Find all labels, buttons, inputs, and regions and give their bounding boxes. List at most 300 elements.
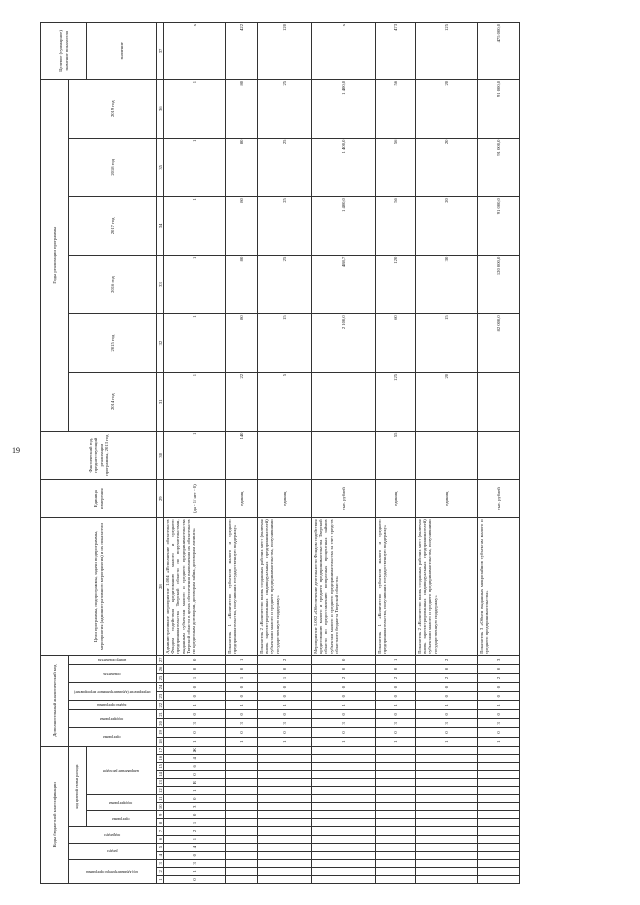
code-cell xyxy=(226,746,258,754)
code-cell xyxy=(312,787,376,795)
column-number: 9 xyxy=(157,811,164,819)
year-value: 1 xyxy=(164,314,226,373)
code-cell: 1 xyxy=(226,655,258,664)
year-value: 15 xyxy=(258,314,312,373)
code-cell xyxy=(226,778,258,786)
year-value: 91 000,0 xyxy=(478,79,520,138)
code-cell: 2 xyxy=(164,827,226,835)
year-value: 80 xyxy=(226,138,258,197)
fact-year-value xyxy=(312,431,376,479)
code-cell xyxy=(312,795,376,803)
code-cell xyxy=(312,803,376,811)
code-cell xyxy=(226,827,258,835)
unit-cell: единиц xyxy=(226,480,258,518)
unit-cell: единиц xyxy=(258,480,312,518)
code-cell xyxy=(478,843,520,851)
year-value: 22 xyxy=(226,372,258,431)
code-cell: 4 xyxy=(164,754,226,762)
code-cell: 0 xyxy=(312,655,376,664)
code-cell: 3 xyxy=(376,719,416,728)
column-number: 8 xyxy=(157,819,164,827)
year-value: 1 xyxy=(164,255,226,314)
year-value: 20 xyxy=(416,372,478,431)
code-cell xyxy=(312,754,376,762)
code-cell: 0 xyxy=(312,692,376,701)
code-cell: 0 xyxy=(164,875,226,883)
column-number: 28 xyxy=(157,518,164,655)
fact-year-value xyxy=(258,431,312,479)
target-value: 473 xyxy=(376,23,416,80)
code-cell xyxy=(416,875,478,883)
code-cell xyxy=(376,843,416,851)
year-value: 82 000,0 xyxy=(478,314,520,373)
table-row xyxy=(376,23,416,884)
code-cell xyxy=(312,843,376,851)
code-cell xyxy=(312,746,376,754)
code-cell xyxy=(258,762,312,770)
column-number: 19 xyxy=(157,728,164,737)
year-value: 5 xyxy=(258,372,312,431)
code-cell: 0 xyxy=(312,728,376,737)
code-cell xyxy=(258,875,312,883)
year-value: 56 xyxy=(376,79,416,138)
column-number: 26 xyxy=(157,664,164,673)
code-cell: 0 xyxy=(478,683,520,692)
code-cell: 0 xyxy=(164,655,226,664)
year-value: 1 xyxy=(164,197,226,256)
code-cell xyxy=(478,835,520,843)
target-value: 125 xyxy=(416,23,478,80)
code-cell: 0 xyxy=(416,710,478,719)
code-cell xyxy=(312,875,376,883)
target-article-header: код целевой статьи расхода xyxy=(69,746,87,827)
code-cell: 0 xyxy=(258,728,312,737)
column-number: 14 xyxy=(157,772,163,777)
year-value: 1 400,0 xyxy=(312,138,376,197)
code-cell xyxy=(226,835,258,843)
code-cell xyxy=(478,803,520,811)
code-cell xyxy=(416,787,478,795)
code-cell xyxy=(416,770,478,778)
row-description: Показатель 1 «Количество субъектов малого и среднего предпринимательства, получивших государственную поддержку» xyxy=(226,518,258,655)
code-cell: 1 xyxy=(312,737,376,746)
row-description: Административное мероприятие 1.004 «Исполнение обязательств Фондом содействия кредитованию малого и среднего предпринимательства Тверской области по поручительствам, выданным субъектам малого и среднего предпринимательства Тверской области в целях обеспечения выполнения их обязательств по кредитным договорам, договорам займа, договорам лизинга» xyxy=(164,518,226,655)
code-cell xyxy=(312,762,376,770)
code-cell xyxy=(376,754,416,762)
direction-header: направление расходов xyxy=(87,746,157,795)
year-value: 15 xyxy=(416,314,478,373)
year-2016-header: 2016 год xyxy=(69,255,157,314)
code-cell: 0 xyxy=(376,728,416,737)
code-cell: 0 xyxy=(312,710,376,719)
year-value: 25 xyxy=(258,197,312,256)
code-cell xyxy=(226,819,258,827)
code-cell: 1 xyxy=(164,701,226,710)
code-cell: 1 xyxy=(164,787,226,795)
year-value xyxy=(312,372,376,431)
unit-cell: (да - 1/ нет - 0) xyxy=(164,480,226,518)
column-number: 10 xyxy=(157,804,163,810)
code-cell xyxy=(376,875,416,883)
code-cell xyxy=(416,754,478,762)
code-cell: 0 xyxy=(164,795,226,803)
code-cell xyxy=(258,795,312,803)
year-value: 30 xyxy=(416,255,478,314)
year-value: 80 xyxy=(226,255,258,314)
year-value: 120 xyxy=(376,255,416,314)
ext-activity-header: мероприятие (административное мероприятие) xyxy=(69,683,157,701)
target-value: x xyxy=(312,23,376,80)
code-cell xyxy=(312,835,376,843)
code-cell xyxy=(478,811,520,819)
admin-code-header: код администратора программы xyxy=(69,859,157,883)
code-cell: 1 xyxy=(226,701,258,710)
row-description: Показатель 1 «Количество субъектов малого и среднего предпринимательства, получивших государственную поддержку» xyxy=(376,518,416,655)
year-2019-header: 2019 год xyxy=(69,79,157,138)
code-cell xyxy=(376,859,416,867)
code-cell: 0 xyxy=(478,664,520,673)
code-cell: 0 xyxy=(258,664,312,673)
column-number: 30 xyxy=(157,431,164,479)
code-cell: 1 xyxy=(376,701,416,710)
code-cell xyxy=(226,867,258,875)
code-cell xyxy=(226,754,258,762)
code-cell xyxy=(376,819,416,827)
code-cell: 1 xyxy=(376,655,416,664)
code-cell: 1 xyxy=(478,701,520,710)
column-number: 16 xyxy=(157,756,163,761)
code-cell: 0 xyxy=(226,710,258,719)
year-value: 56 xyxy=(376,138,416,197)
code-cell: 0 xyxy=(416,683,478,692)
code-cell: 3 xyxy=(312,719,376,728)
column-number: 4 xyxy=(157,851,164,859)
code-cell: 1 xyxy=(164,737,226,746)
year-value: 1 xyxy=(164,79,226,138)
code-cell: 0 xyxy=(416,728,478,737)
code-cell: 0 xyxy=(164,710,226,719)
row-description: Показатель 3 «Объем выданных микрозаймов субъектам малого и среднего предпринимательства» xyxy=(478,518,520,655)
code-cell xyxy=(376,835,416,843)
code-cell xyxy=(478,787,520,795)
program-header: программа xyxy=(87,811,157,827)
code-cell: 0 xyxy=(478,710,520,719)
target-value: 475 000,0 xyxy=(478,23,520,80)
table-row xyxy=(478,23,520,884)
code-cell xyxy=(258,843,312,851)
code-cell xyxy=(258,827,312,835)
code-cell xyxy=(312,859,376,867)
code-cell xyxy=(312,778,376,786)
column-number: 23 xyxy=(157,692,164,701)
code-cell: 2 xyxy=(258,655,312,664)
code-cell xyxy=(258,754,312,762)
row-description: Показатель 2 «Количество вновь созданных рабочих мест (включая вновь зарегистрированных индивидуальных предпринимателей) субъектами малого и среднего предпринимательства, получившими государственную поддержку» xyxy=(258,518,312,655)
code-cell: 0 xyxy=(416,664,478,673)
row-description: Мероприятие 1.002 «Обеспечение деятельности Фондом содействия кредитованию малого и среднего предпринимательства Тверской области по предоставлению возвратных процентных займов субъектам малого и среднего предпринимательства за счет средств областного бюджета Тверской области» xyxy=(312,518,376,655)
code-cell: 1 xyxy=(164,673,226,682)
column-number: 32 xyxy=(157,314,164,373)
fact-year-header: Фактический год, предшествующий реализации программы, 2013 год xyxy=(41,431,157,479)
fact-year-value: 140 xyxy=(226,431,258,479)
code-cell xyxy=(226,843,258,851)
unit-cell: единиц xyxy=(376,480,416,518)
code-cell xyxy=(416,762,478,770)
years-block-header: Годы реализации программы xyxy=(41,79,69,431)
column-number: 13 xyxy=(157,780,163,785)
code-cell: 2 xyxy=(416,655,478,664)
column-number: 29 xyxy=(157,480,164,518)
fact-year-value: 55 xyxy=(376,431,416,479)
year-value: 20 xyxy=(416,197,478,256)
code-cell xyxy=(478,778,520,786)
extra-code-header: Дополнительный аналитический код xyxy=(41,655,69,746)
subsection-header: подраздел xyxy=(69,827,157,843)
year-value: 488,7 xyxy=(312,255,376,314)
column-number: 25 xyxy=(157,673,164,682)
code-cell: 1 xyxy=(416,701,478,710)
rotated-table-wrapper xyxy=(40,22,620,884)
code-cell: 0 xyxy=(164,683,226,692)
code-cell xyxy=(226,770,258,778)
code-cell xyxy=(312,770,376,778)
code-cell: 0 xyxy=(376,710,416,719)
code-cell: 0 xyxy=(226,728,258,737)
table-row xyxy=(312,23,376,884)
code-cell xyxy=(416,843,478,851)
code-cell: 0 xyxy=(312,683,376,692)
code-cell xyxy=(478,770,520,778)
page-number: 19 xyxy=(12,446,20,455)
target-value: 422 xyxy=(226,23,258,80)
code-cell: 1 xyxy=(258,673,312,682)
code-cell xyxy=(312,851,376,859)
code-cell: 1 xyxy=(164,819,226,827)
code-cell xyxy=(258,778,312,786)
year-value: 91 000,0 xyxy=(478,138,520,197)
year-value: 56 xyxy=(376,197,416,256)
code-cell xyxy=(258,851,312,859)
year-value: 1 xyxy=(164,372,226,431)
code-cell xyxy=(376,867,416,875)
program-indicators-table xyxy=(40,22,520,884)
code-cell xyxy=(376,787,416,795)
code-cell: 6 xyxy=(164,762,226,770)
code-cell: R xyxy=(164,778,226,786)
year-2015-header: 2015 год xyxy=(69,314,157,373)
column-number: 22 xyxy=(157,701,164,710)
year-2018-header: 2018 год xyxy=(69,138,157,197)
code-cell xyxy=(416,859,478,867)
year-value: 91 000,0 xyxy=(478,197,520,256)
code-cell xyxy=(226,795,258,803)
code-cell xyxy=(312,819,376,827)
code-cell xyxy=(226,851,258,859)
code-cell: 1 xyxy=(226,737,258,746)
landscape-sheet xyxy=(40,22,620,884)
code-cell xyxy=(478,819,520,827)
code-cell xyxy=(416,778,478,786)
code-cell xyxy=(258,867,312,875)
ext-program-header: программа xyxy=(69,728,157,746)
column-number: 2 xyxy=(157,867,164,875)
code-cell xyxy=(416,867,478,875)
ext-task-header: задача программы xyxy=(69,701,157,710)
column-number: 12 xyxy=(157,788,163,793)
code-cell: 0 xyxy=(376,692,416,701)
code-cell: 0 xyxy=(312,664,376,673)
code-cell: 0 xyxy=(226,692,258,701)
column-numbers-row xyxy=(157,23,164,884)
code-cell: 1 xyxy=(258,701,312,710)
budget-codes-header: Коды бюджетной классификации xyxy=(41,746,69,883)
code-cell xyxy=(478,754,520,762)
column-number: 37 xyxy=(157,23,164,80)
unit-cell: тыс. рублей xyxy=(478,480,520,518)
table-row xyxy=(164,23,226,884)
code-cell xyxy=(226,762,258,770)
code-cell xyxy=(478,851,520,859)
code-cell xyxy=(416,811,478,819)
code-cell: 3 xyxy=(478,719,520,728)
year-value: 20 xyxy=(416,79,478,138)
code-cell: 3 xyxy=(164,859,226,867)
unit-cell: тыс. рублей xyxy=(312,480,376,518)
code-cell: 0 xyxy=(164,811,226,819)
code-cell xyxy=(376,851,416,859)
code-cell xyxy=(226,859,258,867)
column-number: 20 xyxy=(157,719,164,728)
ext-indicator-header: показатель xyxy=(69,664,157,682)
year-2017-header: 2017 год xyxy=(69,197,157,256)
year-value: 80 xyxy=(226,197,258,256)
year-value: 2 100,0 xyxy=(312,314,376,373)
code-cell xyxy=(312,867,376,875)
code-cell xyxy=(312,811,376,819)
code-cell: 3 xyxy=(416,719,478,728)
value-header: значение xyxy=(87,23,157,80)
code-cell xyxy=(478,795,520,803)
code-cell xyxy=(478,859,520,867)
column-number: 17 xyxy=(157,747,163,753)
unit-header: Единица измерения xyxy=(41,480,157,518)
code-cell: 3 xyxy=(164,719,226,728)
code-cell xyxy=(376,811,416,819)
column-number: 27 xyxy=(157,655,164,664)
code-cell xyxy=(376,803,416,811)
code-cell: 0 xyxy=(226,664,258,673)
table-row xyxy=(258,23,312,884)
code-cell xyxy=(478,762,520,770)
code-cell: 0 xyxy=(376,683,416,692)
code-cell: 1 xyxy=(164,867,226,875)
year-value: 80 xyxy=(226,314,258,373)
code-cell xyxy=(416,746,478,754)
code-cell xyxy=(258,819,312,827)
year-value: 20 xyxy=(416,138,478,197)
year-value: 80 xyxy=(226,79,258,138)
code-cell: 0 xyxy=(376,664,416,673)
column-number: 5 xyxy=(157,843,164,851)
column-number: 7 xyxy=(157,827,164,835)
code-cell xyxy=(416,827,478,835)
code-cell xyxy=(416,851,478,859)
code-cell: 4 xyxy=(164,843,226,851)
code-cell: 2 xyxy=(478,673,520,682)
target-value: x xyxy=(164,23,226,80)
code-cell xyxy=(478,746,520,754)
code-cell xyxy=(376,746,416,754)
row-description: Показатель 2 «Количество вновь созданных рабочих мест (включая вновь зарегистрированных индивидуальных предпринимателей) субъектами малого и среднего предпринимательства, получившими государственную поддержку» xyxy=(416,518,478,655)
fact-year-value xyxy=(416,431,478,479)
column-number: 15 xyxy=(157,764,163,769)
code-cell: 2 xyxy=(376,673,416,682)
code-cell xyxy=(258,803,312,811)
column-number: 36 xyxy=(157,79,164,138)
code-cell: 1 xyxy=(312,701,376,710)
code-cell xyxy=(478,867,520,875)
code-cell xyxy=(478,875,520,883)
column-number: 18 xyxy=(157,737,164,746)
ext-event-header: номер показателя xyxy=(69,655,157,664)
year-value: 60 xyxy=(376,314,416,373)
code-cell xyxy=(258,835,312,843)
year-value: 25 xyxy=(258,79,312,138)
code-cell xyxy=(376,762,416,770)
column-number: 21 xyxy=(157,710,164,719)
code-cell: 0 xyxy=(478,692,520,701)
code-cell: 0 xyxy=(226,683,258,692)
code-cell: 1 xyxy=(416,737,478,746)
target-value: 120 xyxy=(258,23,312,80)
code-cell xyxy=(258,787,312,795)
year-value: 125 xyxy=(376,372,416,431)
unit-cell: единиц xyxy=(416,480,478,518)
code-cell: 0 xyxy=(416,692,478,701)
year-value: 25 xyxy=(258,138,312,197)
code-cell xyxy=(416,835,478,843)
year-value: 25 xyxy=(258,255,312,314)
code-cell: 3 xyxy=(226,719,258,728)
code-cell: 1 xyxy=(478,737,520,746)
year-2014-header: 2014 год xyxy=(69,372,157,431)
code-cell xyxy=(376,770,416,778)
year-value: 1 400,0 xyxy=(312,79,376,138)
code-cell: 1 xyxy=(226,673,258,682)
code-cell xyxy=(226,875,258,883)
code-cell xyxy=(226,811,258,819)
code-cell: 0 xyxy=(478,728,520,737)
code-cell xyxy=(376,795,416,803)
year-value: 1 xyxy=(164,138,226,197)
code-cell xyxy=(376,827,416,835)
subprogram-header: подпрограмма xyxy=(87,795,157,811)
target-header: Целевое (суммарное) значение показателя xyxy=(41,23,87,80)
year-value: 1 400,0 xyxy=(312,197,376,256)
code-cell xyxy=(258,746,312,754)
code-cell: 3 xyxy=(478,655,520,664)
code-cell: 2 xyxy=(416,673,478,682)
code-cell xyxy=(376,778,416,786)
code-cell xyxy=(226,803,258,811)
code-cell: 0 xyxy=(164,851,226,859)
column-number: 34 xyxy=(157,197,164,256)
fact-year-value: 1 xyxy=(164,431,226,479)
code-cell: 0 xyxy=(258,683,312,692)
code-cell: 0 xyxy=(164,728,226,737)
code-cell: 1 xyxy=(376,737,416,746)
code-cell xyxy=(416,795,478,803)
